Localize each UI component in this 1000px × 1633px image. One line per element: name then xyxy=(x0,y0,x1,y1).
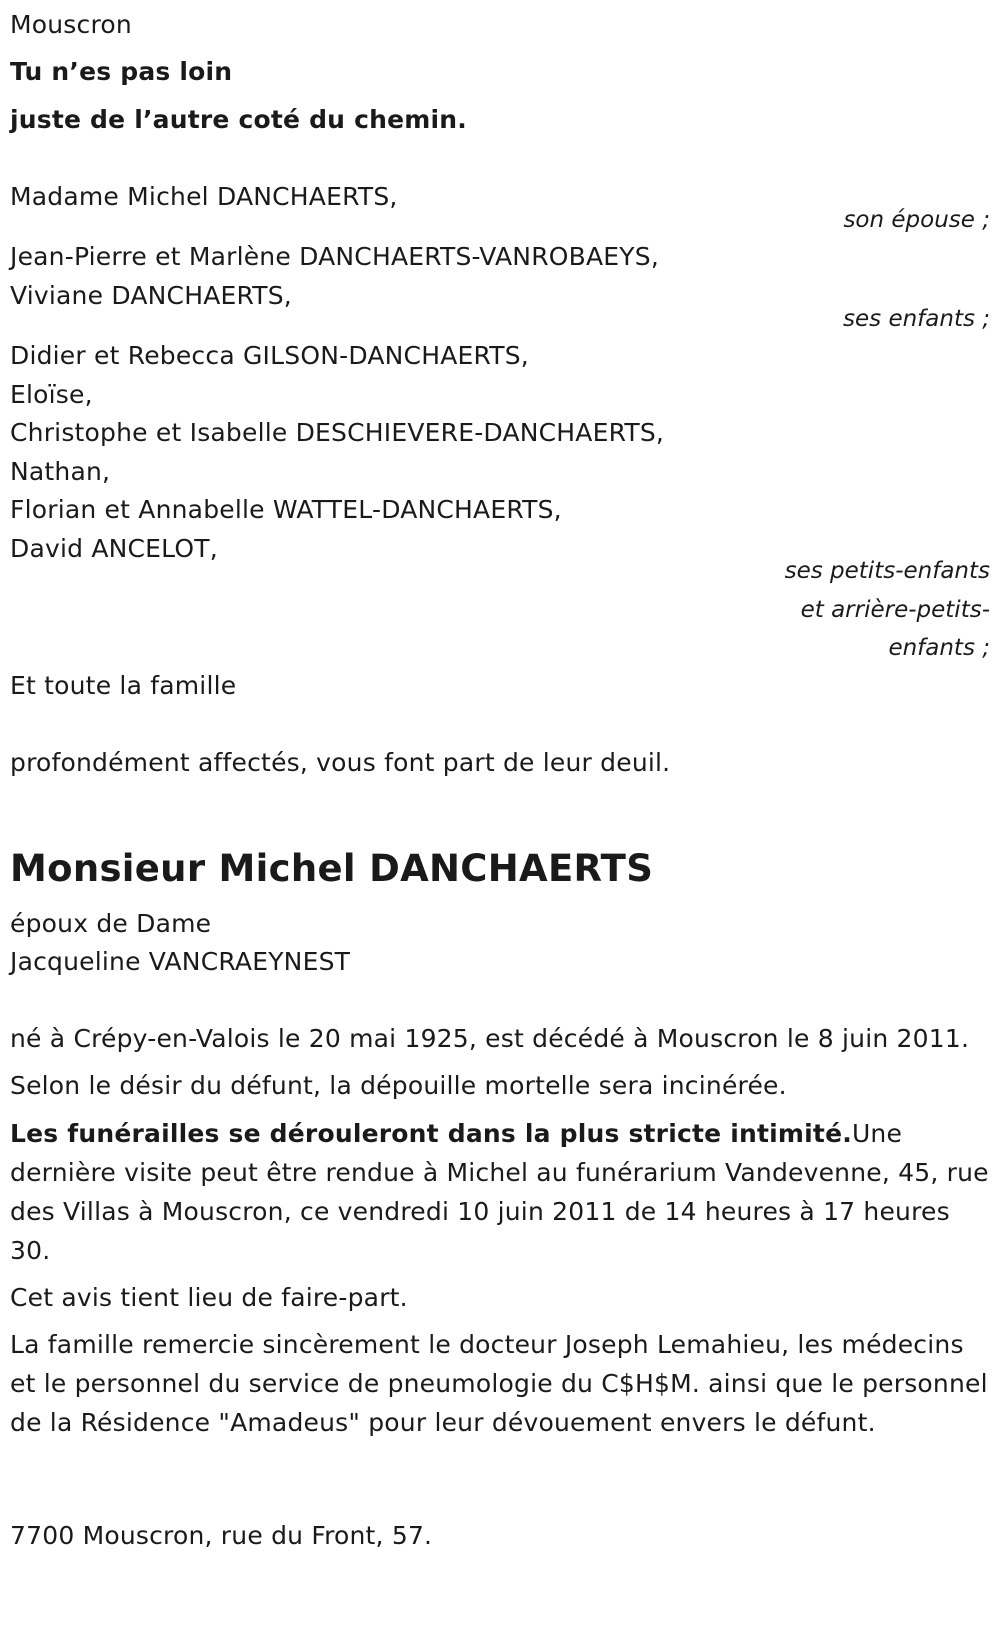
address-line: 7700 Mouscron, rue du Front, 57. xyxy=(10,1521,433,1550)
funeral-details: Une dernière visite peut être rendue à Michel au funérarium Vandevenne, 45, rue des Villas à Mouscron, ce vendredi 10 juin 2011 de 14 heures à 17 heures 30. xyxy=(10,1119,989,1265)
funeral-emphasis: Les funérailles se dérouleront dans la plus stricte intimité. xyxy=(10,1119,852,1148)
grandchild-name: Nathan, xyxy=(10,457,111,486)
grandchild-name: Eloïse, xyxy=(10,380,93,409)
thanks-paragraph: La famille remercie sincèrement le docteur Joseph Lemahieu, les médecins et le personnel du service de pneumologie du C$H$M. ainsi que le personnel de la Résidence "Amadeus" pour leur dévouement envers le défunt. xyxy=(10,1330,988,1437)
birth-death-line: né à Crépy-en-Valois le 20 mai 1925, est décédé à Mouscron le 8 juin 2011. xyxy=(10,1024,970,1053)
child-name: Viviane DANCHAERTS, xyxy=(10,281,292,310)
deceased-name: Monsieur Michel DANCHAERTS xyxy=(10,847,654,890)
announcement: profondément affectés, vous font part de leur deuil. xyxy=(10,748,671,777)
grandchild-name: Florian et Annabelle WATTEL-DANCHAERTS, xyxy=(10,495,562,524)
child-name: Jean-Pierre et Marlène DANCHAERTS-VANROBAEYS, xyxy=(10,242,659,271)
quote-line-1: Tu n’es pas loin xyxy=(10,57,233,86)
spouse-of-line-1: époux de Dame xyxy=(10,909,212,938)
grandchildren-role-line: ses petits-enfants xyxy=(784,558,990,584)
grandchild-name: David ANCELOT, xyxy=(10,534,218,563)
spouse-of-line-2: Jacqueline VANCRAEYNEST xyxy=(10,947,351,976)
spouse-name: Madame Michel DANCHAERTS, xyxy=(10,182,398,211)
grandchildren-role-line: enfants ; xyxy=(888,635,990,661)
quote-line-2: juste de l’autre coté du chemin. xyxy=(10,105,467,134)
grandchildren-role-line: et arrière-petits- xyxy=(800,597,990,623)
grandchild-name: Didier et Rebecca GILSON-DANCHAERTS, xyxy=(10,341,529,370)
notice-line: Cet avis tient lieu de faire-part. xyxy=(10,1283,408,1312)
spouse-role: son épouse ; xyxy=(843,207,990,233)
grandchild-name: Christophe et Isabelle DESCHIEVERE-DANCHAERTS, xyxy=(10,418,665,447)
children-role: ses enfants ; xyxy=(843,306,990,332)
city-heading: Mouscron xyxy=(10,10,132,39)
whole-family: Et toute la famille xyxy=(10,671,237,700)
funeral-paragraph xyxy=(10,1114,995,1270)
cremation-line: Selon le désir du défunt, la dépouille mortelle sera incinérée. xyxy=(10,1071,787,1100)
